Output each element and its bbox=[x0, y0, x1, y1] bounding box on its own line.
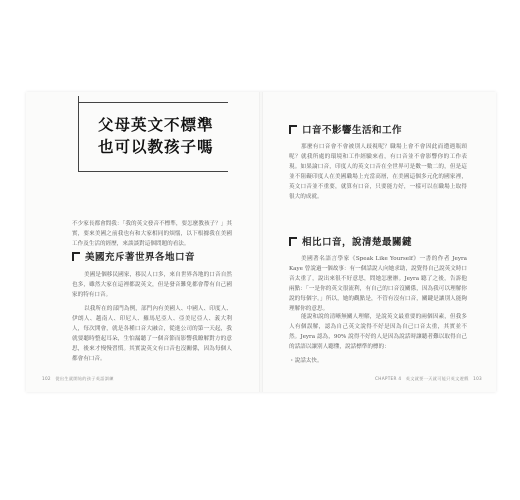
intro-paragraph: 不少家長都會問我：「我的英文發音不標準，要怎麼教孩子？」其實，要來美國之前我也有和大家相同的煩惱，以下根據我在美國工作及生活的經歷，來談談對這個問題的看法。 bbox=[72, 221, 232, 247]
right-heading-1-text: 口音不影響生活和工作 bbox=[302, 125, 403, 136]
right-heading-1 bbox=[289, 122, 402, 136]
left-page-footer: 102 從出生就開始的孩子英語訓練 bbox=[42, 376, 114, 381]
book-spread bbox=[26, 92, 496, 392]
paragraph-1: 美國是個移民國家，移民人口多，來自世界各地的口音自然也多，雖然大家在這裡都說英文，但是發音難免都會帶有自己國家的特有口音。 bbox=[72, 272, 232, 298]
heading-marker-icon bbox=[289, 125, 297, 134]
chapter-title-line-2: 也可以教孩子嗎 bbox=[98, 137, 214, 156]
right-page bbox=[261, 92, 496, 392]
section-heading-text: 美國充斥著世界各地口音 bbox=[85, 252, 196, 263]
frame-tick bbox=[78, 96, 79, 103]
right-paragraph-2: 美國著名語言學家《Speak Like Yourself》一書的作者 Jeyra Kaye 曾說過一個故事：有一個話說人向她求助，說覺得自己說英文時口音太重了，說出來很不好意思，問她怎麼辦。Jeyra 聽了之後，告訴他兩點：「一是你的英文很流利，有自己的口音沒關係，因為我可以理解你說的每個字。」所以，她的觀點是，不管有沒有口音，關鍵是讓別人能夠理解你的意思。 bbox=[289, 256, 467, 312]
section-heading bbox=[72, 249, 195, 263]
heading-marker-icon bbox=[289, 237, 297, 246]
left-page bbox=[26, 92, 261, 392]
chapter-title-line-1: 父母英文不標準 bbox=[98, 115, 214, 134]
bullet-item: ・說話太快。 bbox=[289, 358, 323, 364]
heading-marker-icon bbox=[72, 252, 80, 261]
right-paragraph-3: 能說和說的清晰無關人理解，是說英文最重要的兩個因素，但我多人有個誤解，認為自己英文說得不好是因為自己口音太重，其實並不然。Jeyra 認為，90% 說得不好的人是因為說話時讓聽者難以取得自己的話語以讓別人聽懂，說話標準的標的： bbox=[289, 314, 467, 350]
right-page-footer: CHAPTER 4 英文就要一天就可能只英文遊戲 103 bbox=[375, 376, 482, 381]
right-paragraph-1: 那麼有口音會不會被別人歧視呢？職場上會不會因此而遭遇瓶頸呢？就我所處的環境和工作經驗來看，有口音並不會影響你的工作表現。如果論口音，印度人的英文口音在全世界可是數一數二的，但是這並不阻礙印度人在美國職場上充當高層，在美國這個多元化的國家裡，英文口音並不重要，就算有口音，只要能力好，一樣可以在職場上取得很大的成就。 bbox=[289, 144, 467, 200]
right-heading-2 bbox=[289, 234, 412, 248]
chapter-title bbox=[98, 114, 214, 158]
paragraph-2: 以我所在的部門為例，部門內有美國人、中國人、印度人、伊朗人、越南人、印尼人、羅馬尼亞人、亞美尼亞人、義大利人，每次開會，就是各種口音大融合，從進公司的第一天起，我就要聽時整起耳朵，生怕漏聽了一個音節而影響我瞭解對方的意思，後來才慢慢習慣。其實說英文有口音也沒關係，因為每個人都會有口音。 bbox=[72, 306, 232, 362]
right-heading-2-text: 相比口音，說清楚最關鍵 bbox=[302, 237, 413, 248]
